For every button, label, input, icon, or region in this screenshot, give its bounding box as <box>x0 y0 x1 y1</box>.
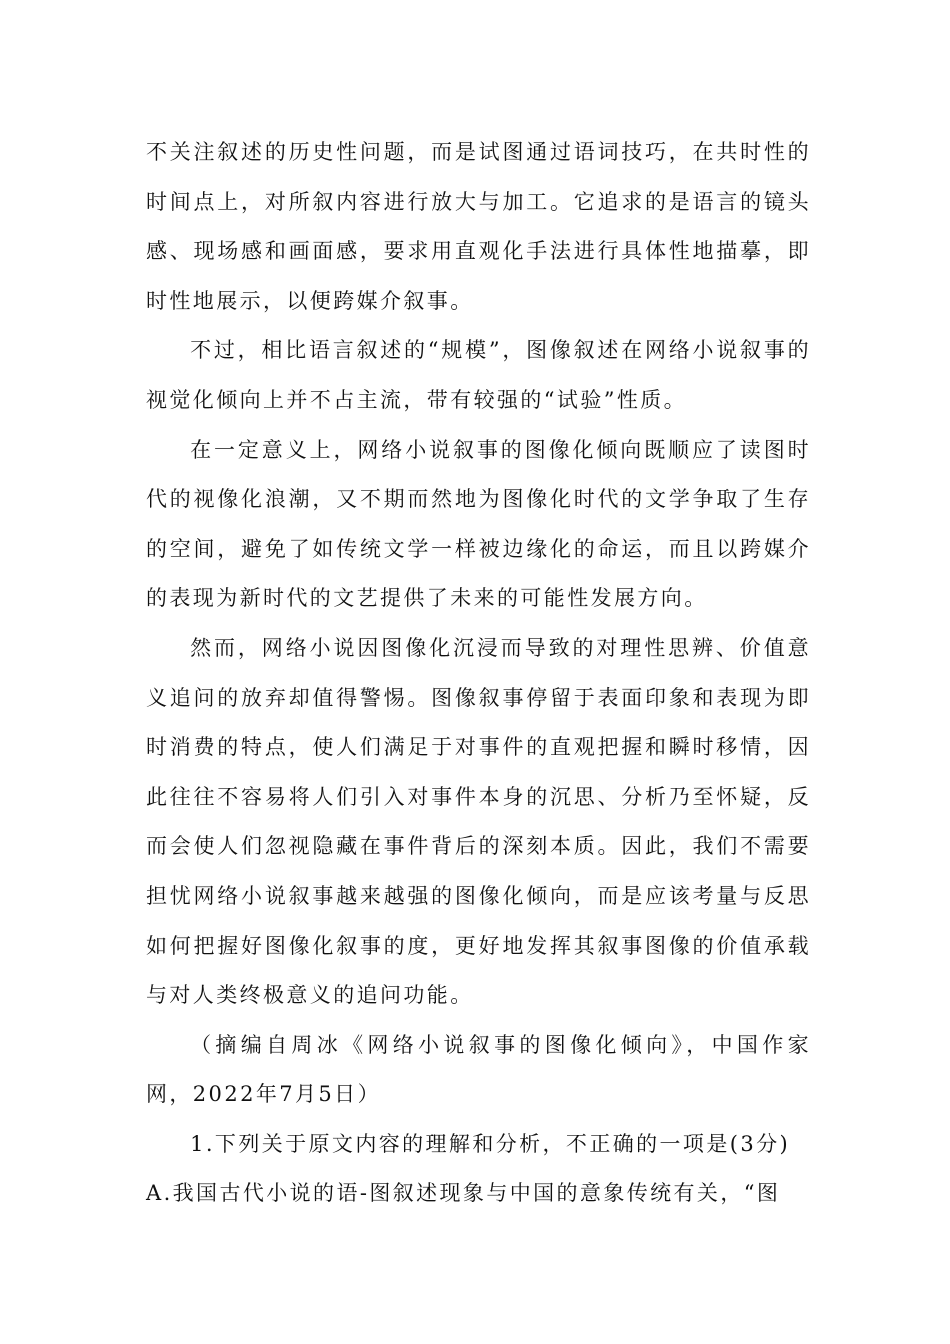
article-body <box>146 128 811 1219</box>
paragraph-significance: 在一定意义上，网络小说叙事的图像化倾向既顺应了读图时代的视像化浪潮，又不期而然地为图像化时代的文学争取了生存的空间，避免了如传统文学一样被边缘化的命运，而且以跨媒介的表现为新时代的文艺提供了未来的可能性发展方向。 <box>146 437 811 611</box>
source-citation: （摘编自周冰《网络小说叙事的图像化倾向》，中国作家网，2022年7月5日） <box>146 1032 811 1107</box>
paragraph-visual-narration: 不过，相比语言叙述的“规模”，图像叙述在网络小说叙事的视觉化倾向上并不占主流，带有较强的“试验”性质。 <box>146 338 811 412</box>
option-a: A.我国古代小说的语-图叙述现象与中国的意象传统有关，“图 <box>146 1181 781 1206</box>
question-1: 1.下列关于原文内容的理解和分析，不正确的一项是(3分) <box>190 1131 791 1156</box>
paragraph-continuation: 不关注叙述的历史性问题，而是试图通过语词技巧，在共时性的时间点上，对所叙内容进行放大与加工。它追求的是语言的镜头感、现场感和画面感，要求用直观化手法进行具体性地描摹，即时性地展示，以便跨媒介叙事。 <box>146 140 811 313</box>
paragraph-warning: 然而，网络小说因图像化沉浸而导致的对理性思辨、价值意义追问的放弃却值得警惕。图像叙事停留于表面印象和表现为即时消费的特点，使人们满足于对事件的直观把握和瞬时移情，因此往往不容易将人们引入对事件本身的沉思、分析乃至怀疑，反而会使人们忽视隐藏在事件背后的深刻本质。因此，我们不需要担忧网络小说叙事越来越强的图像化倾向，而是应该考量与反思如何把握好图像化叙事的度，更好地发挥其叙事图像的价值承载与对人类终极意义的追问功能。 <box>146 635 811 1008</box>
